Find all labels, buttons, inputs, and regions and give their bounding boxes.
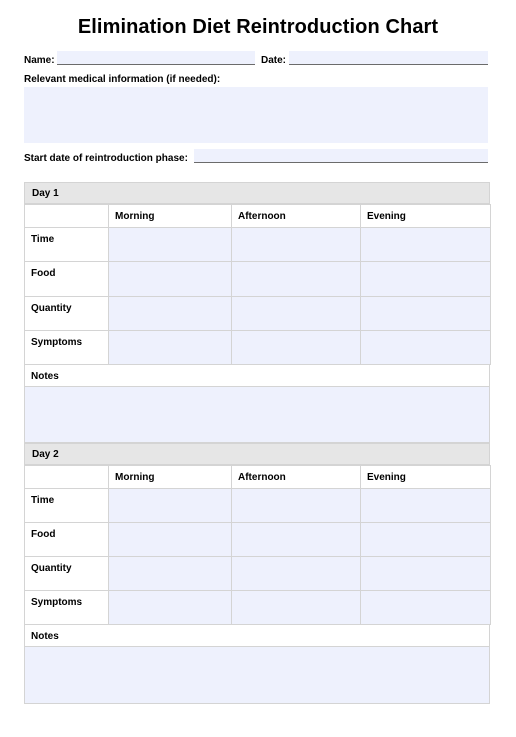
column-header-afternoon: Afternoon bbox=[232, 205, 361, 228]
start-date-label: Start date of reintroduction phase: bbox=[24, 153, 188, 164]
quantity-morning-cell[interactable] bbox=[109, 297, 232, 331]
food-afternoon-cell[interactable] bbox=[232, 523, 361, 557]
column-header-evening: Evening bbox=[361, 466, 491, 489]
medical-info-field[interactable] bbox=[24, 87, 488, 143]
page-title: Elimination Diet Reintroduction Chart bbox=[77, 16, 439, 38]
column-header-morning: Morning bbox=[109, 205, 232, 228]
time-evening-cell[interactable] bbox=[361, 228, 491, 262]
quantity-afternoon-cell[interactable] bbox=[232, 297, 361, 331]
column-header-morning: Morning bbox=[109, 466, 232, 489]
quantity-afternoon-cell[interactable] bbox=[232, 557, 361, 591]
day-table bbox=[24, 465, 491, 625]
date-label: Date: bbox=[261, 55, 287, 66]
row-label-symptoms: Symptoms bbox=[25, 591, 109, 625]
notes-field[interactable] bbox=[24, 387, 490, 443]
row-label-food: Food bbox=[25, 523, 109, 557]
day-header: Day 1 bbox=[24, 182, 490, 204]
row-label-quantity: Quantity bbox=[25, 557, 109, 591]
row-label-time: Time bbox=[25, 228, 109, 262]
date-field[interactable] bbox=[289, 51, 488, 65]
time-evening-cell[interactable] bbox=[361, 489, 491, 523]
medical-info-label: Relevant medical information (if needed): bbox=[24, 74, 221, 85]
food-evening-cell[interactable] bbox=[361, 523, 491, 557]
time-morning-cell[interactable] bbox=[109, 489, 232, 523]
time-afternoon-cell[interactable] bbox=[232, 489, 361, 523]
symptoms-evening-cell[interactable] bbox=[361, 591, 491, 625]
row-label-quantity: Quantity bbox=[25, 297, 109, 331]
name-label: Name: bbox=[24, 55, 55, 66]
time-afternoon-cell[interactable] bbox=[232, 228, 361, 262]
symptoms-afternoon-cell[interactable] bbox=[232, 331, 361, 365]
food-morning-cell[interactable] bbox=[109, 523, 232, 557]
day-section bbox=[24, 182, 490, 443]
empty-header-cell bbox=[25, 466, 109, 489]
notes-label: Notes bbox=[24, 625, 490, 647]
notes-field[interactable] bbox=[24, 647, 490, 704]
day-header: Day 2 bbox=[24, 443, 490, 465]
notes-label: Notes bbox=[24, 365, 490, 387]
start-date-field[interactable] bbox=[194, 149, 488, 163]
food-morning-cell[interactable] bbox=[109, 262, 232, 297]
quantity-morning-cell[interactable] bbox=[109, 557, 232, 591]
food-evening-cell[interactable] bbox=[361, 262, 491, 297]
column-header-afternoon: Afternoon bbox=[232, 466, 361, 489]
symptoms-evening-cell[interactable] bbox=[361, 331, 491, 365]
empty-header-cell bbox=[25, 205, 109, 228]
symptoms-afternoon-cell[interactable] bbox=[232, 591, 361, 625]
row-label-symptoms: Symptoms bbox=[25, 331, 109, 365]
row-label-food: Food bbox=[25, 262, 109, 297]
row-label-time: Time bbox=[25, 489, 109, 523]
symptoms-morning-cell[interactable] bbox=[109, 591, 232, 625]
column-header-evening: Evening bbox=[361, 205, 491, 228]
day-section bbox=[24, 443, 490, 704]
name-field[interactable] bbox=[57, 51, 255, 65]
time-morning-cell[interactable] bbox=[109, 228, 232, 262]
day-table bbox=[24, 204, 491, 365]
quantity-evening-cell[interactable] bbox=[361, 557, 491, 591]
quantity-evening-cell[interactable] bbox=[361, 297, 491, 331]
food-afternoon-cell[interactable] bbox=[232, 262, 361, 297]
symptoms-morning-cell[interactable] bbox=[109, 331, 232, 365]
